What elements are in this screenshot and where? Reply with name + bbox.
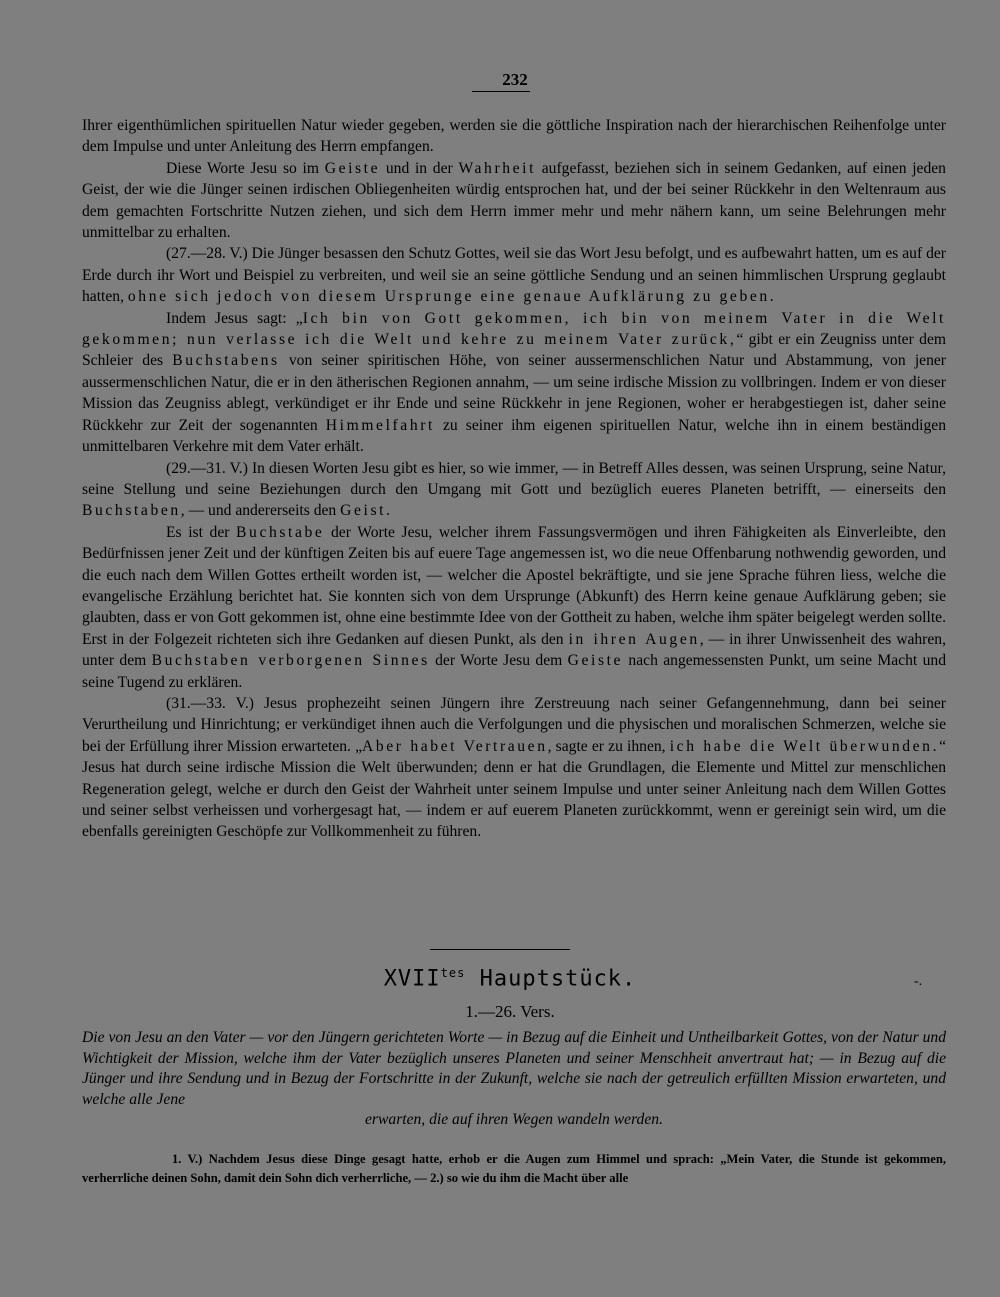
spaced-word: Buchstabe <box>236 523 325 541</box>
spaced-quote: Ich bin von Gott gekommen, ich bin von meinem Vater in die Welt gekommen; nun verlasse ich die Welt und kehre zu meinem Vater zurück, <box>82 309 946 349</box>
verse-1-text: 1. V.) Nachdem Jesus diese Dinge gesagt hatte, erhob er die Augen zum Himmel und sprach: „Mein Vater, die Stunde ist gekommen, verherrliche deinen Sohn, damit dein Sohn dich verherrliche, — 2.) so wie du ihm die Macht über alle <box>82 1152 946 1185</box>
paragraph-3: (27.—28. V.) Die Jünger besassen den Schutz Gottes, weil sie das Wort Jesu befolgt, und es aufbewahrt hatten, um es auf der Erde durch ihr Wort und Beispiel zu verbreiten, und weil sie an seine göttliche Sendung und an seinen himmlischen Ursprung geglaubt hatten, ohne sich jedoch von diesem Ursprunge eine genaue Aufklärung zu geben. <box>82 245 946 306</box>
spaced-word: Buchstabens <box>172 352 280 370</box>
page-number-underline <box>472 91 530 92</box>
spaced-word: Himmelfahrt <box>325 416 435 434</box>
paragraph-6: Es ist der Buchstabe der Worte Jesu, welcher ihrem Fassungsvermögen und ihren Fähigkeiten als Einverleibte, den Bedürfnissen jener Zeit und der künftigen Zeiten bis auf euere Tage angemessen ist, wo die neue Offenbarung nothwendig geworden, und die euch nach dem Willen Gottes ertheilt worden ist, — welcher die Apostel bekräftigte, und sie jene Sprache führen liess, welche die evangelische Erzählung berichtet hat. Sie konnten sich von dem Ursprunge (Abkunft) des Herrn keine genaue Aufklärung geben; sie glaubten, dass er von Gott gekommen ist, ohne eine bestimmte Idee von der Gottheit zu haben, welche ihm später beigelegt werden sollte. Erst in der Folgezeit richteten sich ihre Gedanken auf diesen Punkt, als den in ihren Augen, — in ihrer Unwissenheit des wahren, unter dem Buchstaben verborgenen Sinnes der Worte Jesu dem Geiste nach angemessensten Punkt, um seine Macht und seine Tugend zu erklären. <box>82 523 946 691</box>
summary-last-line: erwarten, die auf ihren Wegen wandeln werden. <box>365 1111 663 1128</box>
spaced-phrase: ohne sich jedoch von diesem Ursprunge eine genaue Aufklärung zu geben. <box>127 288 777 306</box>
chapter-summary <box>82 1028 946 1131</box>
paragraph-7: (31.—33. V.) Jesus prophezeiht seinen Jüngern ihre Zerstreuung nach seiner Gefangennehmung, dann bei seiner Verurtheilung und Hinrichtung; er verkündiget ihnen auch die Verfolgungen und die physischen und moralischen Schmerzen, welche sie bei der Erfüllung ihrer Mission erwarteten. „Aber habet Vertrauen, sagte er zu ihnen, ich habe die Welt überwunden.“ Jesus hat durch seine irdische Mission die Welt überwunden; denn er hat die Grundlagen, die Elemente und Mittel zur menschlichen Regeneration gelegt, welche er durch den Geist der Wahrheit unter seinem Impulse und unter seiner Anleitung nach dem Willen Gottes und seiner selbst verheissen und vorhergesagt hat, — indem er auf euerem Planeten zurückkommt, wenn er gereinigt sein wird, um die ebenfalls gereinigten Geschöpfe zur Vollkommenheit zu führen. <box>82 694 946 841</box>
paragraph-1: Ihrer eigenthümlichen spirituellen Natur wieder gegeben, werden sie die göttliche Inspiration nach der hierarchischen Reihenfolge unter dem Impulse und unter Anleitung des Herrn empfangen. <box>82 117 946 156</box>
verse-text <box>82 1150 946 1188</box>
spaced-phrase: in ihren Augen <box>568 630 700 648</box>
page-number: 232 <box>502 70 528 89</box>
margin-mark: -. <box>914 974 923 989</box>
spaced-word: Geist <box>340 502 387 520</box>
paragraph-4: Indem Jesus sagt: „Ich bin von Gott gekommen, ich bin von meinem Vater in die Welt gekommen; nun verlasse ich die Welt und kehre zu meinem Vater zurück,“ gibt er ein Zeugniss unter dem Schleier des Buchstabens von seiner spiritischen Höhe, von seiner aussermenschlichen Natur und Abstammung, von jener aussermenschlichen Natur, die er in den ätherischen Regionen annahm, — um seine irdische Mission zu vollbringen. Indem er von dieser Mission das Zeugniss ablegt, verkündiget er ihr Ende und seine Rückkehr in jene Regionen, woher er herabgestiegen ist, daher seine Rückkehr zur Zeit der sogenannten Himmelfahrt zu seiner ihm eigenen spirituellen Natur, welche ihn in einem beständigen unmittelbaren Verkehre mit dem Vater erhält. <box>82 309 947 456</box>
spaced-word: Wahrheit <box>458 159 537 177</box>
chapter-title: $XVII^{tes}$ Hauptstück. <box>383 966 637 992</box>
spaced-phrase: Buchstaben verborgenen Sinnes <box>151 652 430 670</box>
spaced-word: Buchstaben <box>82 502 181 520</box>
spaced-word: Geiste <box>567 652 624 670</box>
verse-range: 1.—26. Vers. <box>465 1002 555 1021</box>
paragraph-5: (29.—31. V.) In diesen Worten Jesu gibt es hier, so wie immer, — in Betreff Alles dessen, was seinen Ursprung, seine Natur, seine Stellung und seine Beziehungen durch den Umgang mit Gott und bezüglich eueres Planeten betrifft, — einerseits den Buchstaben, — und andererseits den Geist. <box>82 459 946 520</box>
paragraph-2: Diese Worte Jesu so im Geiste und in der Wahrheit aufgefasst, beziehen sich in seinem Gedanken, auf einen jeden Geist, der wie die Jünger seinen irdischen Obliegenheiten würdig entsprochen hat, und der bei seiner Rückkehr in den Weltenraum aus dem gemachten Fortschritte Nutzen ziehen, und sich dem Herrn immer mehr und mehr nähern kann, um seine Belehrungen mehr unmittelbar zu erhalten. <box>82 159 946 242</box>
spaced-phrase: Aber habet Vertrauen <box>362 737 548 755</box>
spaced-phrase: ich habe die Welt überwunden. <box>669 737 940 755</box>
body-text <box>82 115 946 843</box>
section-divider <box>430 949 570 951</box>
spaced-word: Geiste <box>324 159 381 177</box>
summary-text: Die von Jesu an den Vater — vor den Jüngern gerichteten Worte — in Bezug auf die Einheit und Untheilbarkeit Gottes, von der Natur und Wichtigkeit der Mission, welche ihm der Vater bezüglich unseres Planeten und seiner Menschheit anvertraut hat; — in Bezug auf die Jünger und ihre Sendung und in Bezug der Fortschritte in der Zukunft, welche sie nach der getreulich erfüllten Mission erwarteten, und welche alle Jene <box>82 1029 946 1108</box>
